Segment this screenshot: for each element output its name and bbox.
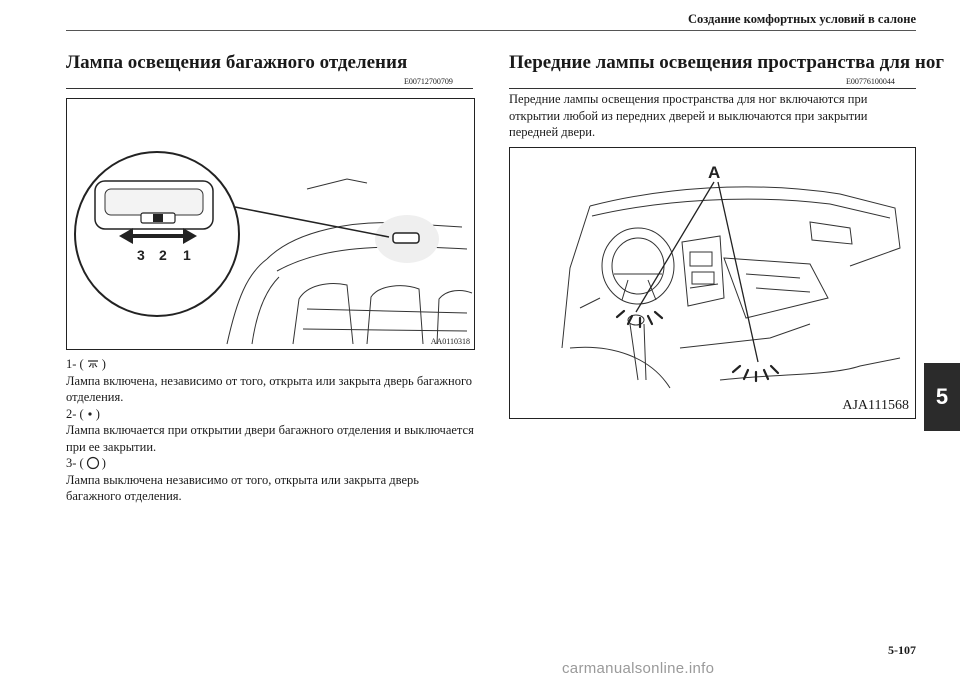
section-title-footwell-lamps: Передние лампы освещения пространства для ног — [509, 52, 944, 73]
mode-3-text: Лампа выключена независимо от того, открыта или закрыта дверь багажного отделения. — [66, 472, 419, 503]
page-number: 5-107 — [888, 643, 916, 657]
footwell-intro-text: Передние лампы освещения пространства для ног включаются при открытии любой из передних дверей и выключаются при закрытии передней двери. — [509, 92, 868, 139]
watermark: carmanualsonline.info — [562, 660, 715, 677]
header-divider — [66, 30, 916, 31]
section-code: E00712700709 — [404, 77, 453, 86]
label-a: A — [708, 163, 721, 182]
mode-2-label — [66, 406, 476, 423]
cargo-lamp-illustration — [67, 99, 474, 349]
section-title-cargo-lamp: Лампа освещения багажного отделения — [66, 52, 408, 73]
cargo-lamp-modes — [66, 356, 476, 505]
mode-2-text: Лампа включается при открытии двери багажного отделения и выключается при ее закрытии. — [66, 423, 474, 454]
circle-off-icon — [86, 456, 100, 470]
mode-3-label — [66, 455, 476, 472]
figure-code: AA0110318 — [430, 337, 470, 346]
footwell-intro — [509, 91, 869, 141]
lamp-on-icon — [86, 359, 100, 369]
section-rule — [66, 88, 473, 89]
cargo-lamp-figure — [66, 98, 475, 350]
chapter-tab: 5 — [924, 363, 960, 431]
switch-position-3: 3 — [137, 247, 145, 263]
section-rule — [509, 88, 916, 89]
mode-1-text: Лампа включена, независимо от того, открыта или закрыта дверь багажного отделения. — [66, 373, 473, 404]
mode-3-suffix: ) — [101, 456, 106, 470]
mode-3-prefix: 3- ( — [66, 456, 84, 470]
mode-1-label — [66, 356, 476, 373]
mode-1-prefix: 1- ( — [66, 357, 84, 371]
figure-code: AJA111568 — [842, 398, 909, 413]
mode-1-suffix: ) — [101, 357, 106, 371]
dot-icon — [86, 409, 94, 419]
switch-position-1: 1 — [183, 247, 191, 263]
mode-2-suffix: ) — [95, 406, 100, 421]
footwell-lamp-figure — [509, 147, 916, 419]
switch-position-2: 2 — [159, 247, 167, 263]
mode-2-prefix: 2- ( — [66, 406, 84, 421]
dashboard-illustration — [510, 148, 915, 418]
running-header: Создание комфортных условий в салоне — [687, 12, 916, 26]
section-code: E00776100044 — [846, 77, 895, 86]
